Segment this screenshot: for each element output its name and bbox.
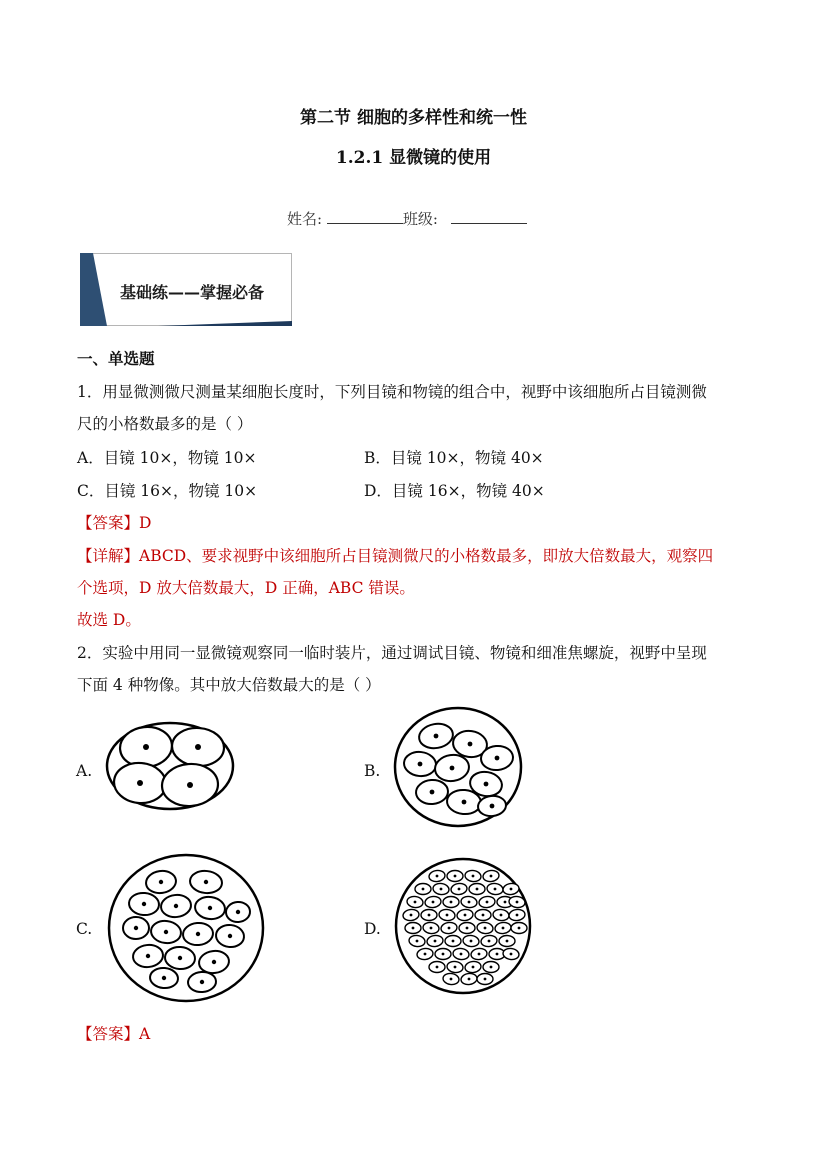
cell-nucleus	[412, 927, 415, 930]
cell-nucleus	[440, 888, 443, 891]
cell-nucleus	[146, 954, 150, 958]
q2-stem-line2: 下面 4 种物像。其中放大倍数最大的是（ ）	[77, 676, 381, 694]
cell-nucleus	[442, 953, 445, 956]
cell-nucleus	[502, 927, 505, 930]
microscope-view-a[interactable]	[104, 721, 236, 811]
q1-answer-tag: 【答案】	[77, 514, 140, 532]
cell-nucleus	[494, 888, 497, 891]
cell-nucleus	[430, 790, 435, 795]
q1-option-d[interactable]: D．目镜 16×，物镜 40×	[364, 482, 545, 500]
q2-stem-line1: 2．实验中用同一显微镜观察同一临时装片，通过调试目镜、物镜和细准焦螺旋，视野中呈现	[77, 644, 707, 662]
cell-nucleus	[472, 875, 475, 878]
cell-nucleus	[458, 888, 461, 891]
cell-nucleus	[490, 804, 495, 809]
cell-nucleus	[162, 976, 166, 980]
cell-nucleus	[410, 914, 413, 917]
section-heading: 一、单选题	[77, 349, 155, 368]
cell-nucleus	[212, 960, 216, 964]
cell-nucleus	[434, 734, 439, 739]
cell-nucleus	[454, 875, 457, 878]
cell-nucleus	[228, 934, 232, 938]
cell-nucleus	[486, 901, 489, 904]
cell-nucleus	[484, 927, 487, 930]
cell-nucleus	[450, 978, 453, 981]
cell-nucleus	[468, 901, 471, 904]
cell-nucleus	[495, 756, 500, 761]
cell-nucleus	[462, 800, 467, 805]
cell-nucleus	[516, 901, 519, 904]
q2-option-a-label[interactable]: A.	[76, 762, 93, 780]
cell-nucleus	[432, 901, 435, 904]
q1-detail-tag: 【详解】	[77, 547, 140, 565]
name-label: 姓名:	[287, 210, 323, 228]
cell-nucleus	[466, 927, 469, 930]
cell-nucleus	[482, 914, 485, 917]
cell-nucleus	[484, 978, 487, 981]
class-label: 班级:	[402, 210, 438, 228]
cell-nucleus	[137, 780, 143, 786]
cell-nucleus	[496, 953, 499, 956]
cell-nucleus	[454, 966, 457, 969]
cell-nucleus	[446, 914, 449, 917]
cell-nucleus	[236, 910, 240, 914]
cell-nucleus	[464, 914, 467, 917]
cell-nucleus	[490, 966, 493, 969]
cell-nucleus	[500, 914, 503, 917]
cell-nucleus	[134, 926, 138, 930]
cell-nucleus	[428, 914, 431, 917]
cell-nucleus	[196, 932, 200, 936]
cell-nucleus	[472, 966, 475, 969]
name-field[interactable]	[327, 208, 403, 224]
cell-nucleus	[436, 966, 439, 969]
cell-nucleus	[174, 904, 178, 908]
q2-option-c-label[interactable]: C.	[76, 920, 93, 938]
q1-stem-line1: 1．用显微测微尺测量某细胞长度时，下列目镜和物镜的组合中，视野中该细胞所占目镜测微	[77, 383, 707, 401]
cell-nucleus	[430, 927, 433, 930]
cell-nucleus	[414, 901, 417, 904]
cell-nucleus	[484, 782, 489, 787]
cell-nucleus	[208, 906, 212, 910]
cell-nucleus	[178, 956, 182, 960]
q1-stem-line2: 尺的小格数最多的是（ ）	[77, 415, 253, 433]
cell-nucleus	[200, 980, 204, 984]
cell-nucleus	[510, 888, 513, 891]
cell-nucleus	[422, 888, 425, 891]
cell-nucleus	[452, 940, 455, 943]
cell-nucleus	[424, 953, 427, 956]
cell-nucleus	[416, 940, 419, 943]
q2-option-b-label[interactable]: B.	[364, 762, 381, 780]
q2-answer-value: A	[139, 1025, 151, 1043]
q2-option-d-label[interactable]: D.	[364, 920, 381, 938]
microscope-view-c[interactable]	[106, 852, 266, 1004]
q1-option-c[interactable]: C．目镜 16×，物镜 10×	[77, 482, 258, 500]
cell-nucleus	[460, 953, 463, 956]
q1-answer	[77, 511, 151, 533]
cell-nucleus	[450, 901, 453, 904]
q1-option-b[interactable]: B．目镜 10×，物镜 40×	[364, 449, 544, 467]
cell-nucleus	[506, 940, 509, 943]
q1-detail-line1	[77, 544, 713, 566]
page-subtitle: 1.2.1 显微镜的使用	[335, 148, 492, 168]
cell-nucleus	[516, 914, 519, 917]
class-field[interactable]	[451, 208, 527, 224]
cell-nucleus	[187, 782, 193, 788]
q1-detail-text: ABCD、要求视野中该细胞所占目镜测微尺的小格数最多，即放大倍数最大，观察四	[139, 547, 714, 565]
cell-nucleus	[478, 953, 481, 956]
microscope-view-d[interactable]	[393, 856, 533, 996]
cell-nucleus	[448, 927, 451, 930]
cell-nucleus	[159, 880, 163, 884]
cell-nucleus	[468, 742, 473, 747]
q1-answer-value: D	[139, 514, 152, 532]
cell-nucleus	[195, 744, 201, 750]
q2-answer-tag: 【答案】	[77, 1025, 140, 1043]
cell-nucleus	[204, 880, 208, 884]
cell-nucleus	[504, 901, 507, 904]
microscope-view-b[interactable]	[392, 706, 524, 828]
cell-nucleus	[434, 940, 437, 943]
cell-nucleus	[418, 762, 423, 767]
cell-nucleus	[476, 888, 479, 891]
q1-conclusion: 故选 D。	[77, 611, 141, 629]
q1-detail-line2: 个选项，D 放大倍数最大，D 正确，ABC 错误。	[77, 579, 415, 597]
cell-nucleus	[510, 953, 513, 956]
cell-nucleus	[518, 927, 521, 930]
section-banner	[80, 253, 292, 326]
q2-answer	[77, 1022, 150, 1044]
cell-nucleus	[488, 940, 491, 943]
q1-option-a[interactable]: A．目镜 10×，物镜 10×	[77, 449, 257, 467]
page-title: 第二节 细胞的多样性和统一性	[300, 108, 527, 128]
cell-nucleus	[142, 902, 146, 906]
cell-nucleus	[470, 940, 473, 943]
cell-nucleus	[143, 744, 149, 750]
cell-nucleus	[436, 875, 439, 878]
student-info	[287, 208, 527, 229]
cell-nucleus	[468, 978, 471, 981]
cell-nucleus	[164, 930, 168, 934]
cell-nucleus	[450, 766, 455, 771]
banner-text: 基础练——掌握必备	[120, 283, 265, 302]
cell-nucleus	[490, 875, 493, 878]
